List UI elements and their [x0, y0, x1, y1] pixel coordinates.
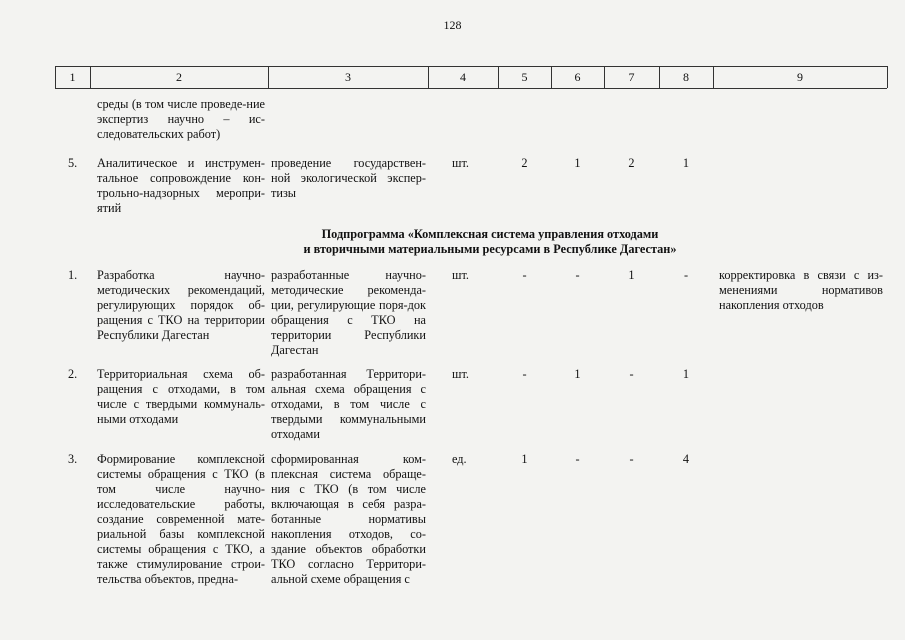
- cell-result: проведение государствен-ной экологической экспер-тизы: [271, 156, 426, 200]
- col-header-3: 3: [345, 70, 351, 84]
- cell-value-7: -: [629, 367, 634, 381]
- header-top-rule: [55, 66, 887, 67]
- cell-value-8: -: [683, 268, 689, 282]
- cell-indicator-name: среды (в том числе проведе-ние экспертиз научно – ис-следовательских работ): [97, 97, 265, 141]
- cell-value-6: -: [575, 452, 580, 466]
- cell-value-7: -: [629, 452, 634, 466]
- col-divider: [887, 66, 888, 88]
- cell-value-5: 1: [521, 452, 528, 466]
- cell-value-7: 1: [628, 268, 635, 282]
- cell-row-number: 1.: [68, 268, 78, 282]
- cell-indicator-name: Формирование комплексной системы обращения с ТКО (в том числе научно-исследовательские работы, создание современной мате-риальной базы комплексной системы обращения с ТКО, а также стимулирование строи-тельства объектов, предна-: [97, 452, 265, 586]
- cell-unit: ед.: [452, 452, 467, 466]
- col-header-9: 9: [797, 70, 803, 84]
- col-header-5: 5: [521, 70, 528, 84]
- cell-result: сформированная ком-плексная система обраще-ния с ТКО (в том числе включающая в себя разра-ботанные нормативы накопления отходов, со-здание объектов обработки ТКО согласно Территори-альной схеме обращения с: [271, 452, 426, 586]
- cell-value-8: 1: [682, 367, 690, 381]
- page-number: 128: [443, 18, 462, 32]
- header-bottom-rule: [55, 88, 887, 89]
- cell-indicator-name: Аналитическое и инструмен-тальное сопровождение кон-трольно-надзорных меропри-ятий: [97, 156, 265, 215]
- col-header-6: 6: [574, 70, 581, 84]
- cell-indicator-name: Разработка научно-методических рекомендаций, регулирующих порядок об-ращения с ТКО на территории Республики Дагестан: [97, 268, 265, 342]
- cell-value-6: 1: [574, 156, 581, 170]
- cell-value-6: -: [575, 268, 580, 282]
- cell-note: корректировка в связи с из-менениями нормативов накопления отходов: [719, 268, 883, 312]
- cell-result: разработанные научно-методические рекоменда-ции, регулирующие поря-док обращения с ТКО на территории Республики Дагестан: [271, 268, 426, 357]
- cell-result: разработанная Территори-альная схема обращения с отходами, в том числе с твердыми коммунальными отходами: [271, 367, 426, 441]
- cell-row-number: 3.: [68, 452, 78, 466]
- cell-value-7: 2: [628, 156, 635, 170]
- cell-unit: шт.: [452, 367, 469, 381]
- col-header-1: 1: [69, 70, 76, 84]
- cell-indicator-name: Территориальная схема об-ращения с отходами, в том числе с твердыми коммуналь-ными отходами: [97, 367, 265, 426]
- col-header-4: 4: [460, 70, 466, 84]
- cell-row-number: 2.: [68, 367, 78, 381]
- cell-value-5: -: [522, 268, 527, 282]
- cell-unit: шт.: [452, 268, 469, 282]
- cell-unit: шт.: [452, 156, 469, 170]
- cell-value-5: 2: [521, 156, 528, 170]
- subprogram-heading-line1: Подпрограмма «Комплексная система управления отходами: [321, 227, 659, 241]
- cell-value-8: 1: [682, 156, 690, 170]
- subprogram-heading-line2: и вторичными материальными ресурсами в Республике Дагестан»: [303, 242, 677, 256]
- cell-value-6: 1: [574, 367, 581, 381]
- cell-row-number: 5.: [68, 156, 78, 170]
- cell-value-5: -: [522, 367, 527, 381]
- col-header-2: 2: [176, 70, 182, 84]
- cell-value-8: 4: [682, 452, 690, 466]
- col-header-8: 8: [683, 70, 689, 84]
- col-header-7: 7: [628, 70, 635, 84]
